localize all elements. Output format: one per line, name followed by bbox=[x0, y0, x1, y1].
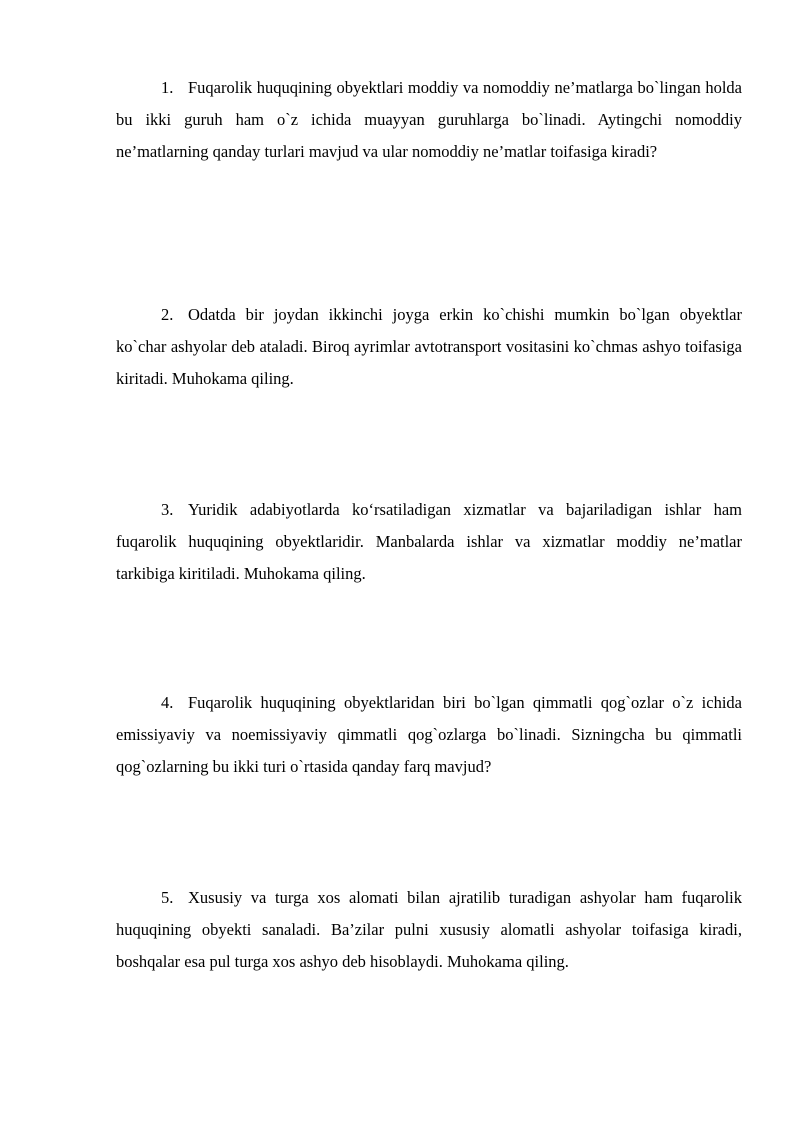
question-2 bbox=[116, 299, 742, 395]
question-4-text: Fuqarolik huquqining obyektlaridan biri bo`lgan qimmatli qog`ozlar o`z ichida emissiyaviy va noemissiyaviy qimmatli qog`ozlarga bo`linadi. Sizningcha bu qimmatli qog`ozlarning bu ikki turi o`rtasida qanday farq mavjud? bbox=[116, 693, 742, 776]
question-3 bbox=[116, 494, 742, 590]
question-1 bbox=[116, 72, 742, 168]
question-1-number: 1. bbox=[161, 78, 174, 97]
question-1-text: Fuqarolik huquqining obyektlari moddiy va nomoddiy ne’matlarga bo`lingan holda bu ikki guruh ham o`z ichida muayyan guruhlarga bo`linadi. Aytingchi nomoddiy ne’matlarning qanday turlari mavjud va ular nomoddiy ne’matlar toifasiga kiradi? bbox=[116, 78, 742, 161]
question-3-number: 3. bbox=[161, 500, 174, 519]
question-5-text: Xususiy va turga xos alomati bilan ajratilib turadigan ashyolar ham fuqarolik huquqining obyekti sanaladi. Ba’zilar pulni xususiy alomatli ashyolar toifasiga kiradi, boshqalar esa pul turga xos ashyo deb hisoblaydi. Muhokama qiling. bbox=[116, 888, 742, 971]
question-2-number: 2. bbox=[161, 305, 174, 324]
question-4-number: 4. bbox=[161, 693, 174, 712]
question-2-text: Odatda bir joydan ikkinchi joyga erkin ko`chishi mumkin bo`lgan obyektlar ko`char ashyolar deb ataladi. Biroq ayrimlar avtotransport vositasini ko`chmas ashyo toifasiga kiritadi. Muhokama qiling. bbox=[116, 305, 742, 388]
question-5-number: 5. bbox=[161, 888, 174, 907]
question-5 bbox=[116, 882, 742, 978]
question-3-text: Yuridik adabiyotlarda ko‘rsatiladigan xizmatlar va bajariladigan ishlar ham fuqarolik huquqining obyektlaridir. Manbalarda ishlar va xizmatlar moddiy ne’matlar tarkibiga kiritiladi. Muhokama qiling. bbox=[116, 500, 742, 583]
question-4 bbox=[116, 687, 742, 783]
